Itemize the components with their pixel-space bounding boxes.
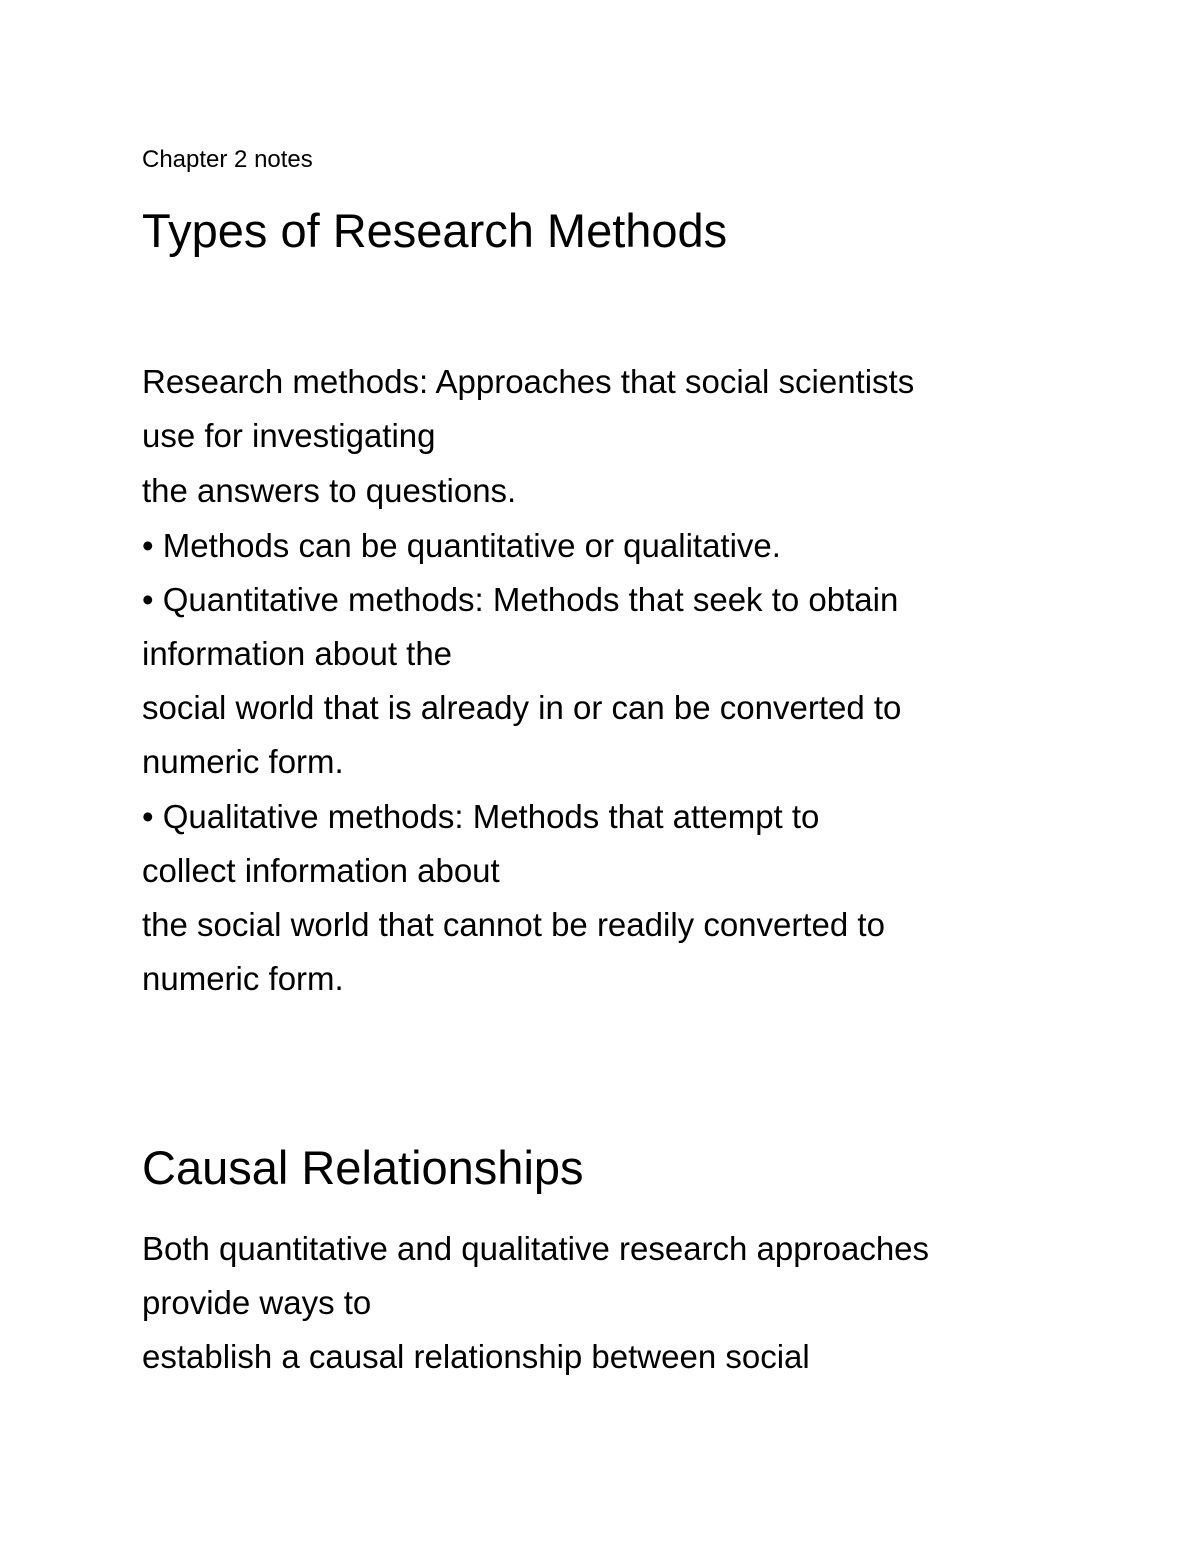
- body-line: use for investigating: [142, 417, 436, 454]
- body-line: information about the: [142, 635, 453, 672]
- section-heading-research-methods: Types of Research Methods: [142, 204, 728, 257]
- bullet-line: • Qualitative methods: Methods that attempt to: [142, 798, 820, 835]
- section-heading-causal-relationships: Causal Relationships: [142, 1141, 584, 1194]
- body-line: the answers to questions.: [142, 472, 517, 509]
- body-line: Research methods: Approaches that social scientists: [142, 363, 915, 400]
- bullet-line: • Quantitative methods: Methods that seek to obtain: [142, 581, 899, 618]
- body-line: the social world that cannot be readily converted to: [142, 906, 885, 943]
- body-line: establish a causal relationship between social: [142, 1338, 810, 1375]
- body-line: numeric form.: [142, 960, 344, 997]
- chapter-note: Chapter 2 notes: [142, 146, 313, 173]
- body-line: provide ways to: [142, 1284, 372, 1321]
- body-line: social world that is already in or can be converted to: [142, 689, 902, 726]
- body-line: Both quantitative and qualitative research approaches: [142, 1230, 930, 1267]
- body-line: collect information about: [142, 852, 500, 889]
- bullet-line: • Methods can be quantitative or qualitative.: [142, 527, 781, 564]
- body-line: numeric form.: [142, 743, 344, 780]
